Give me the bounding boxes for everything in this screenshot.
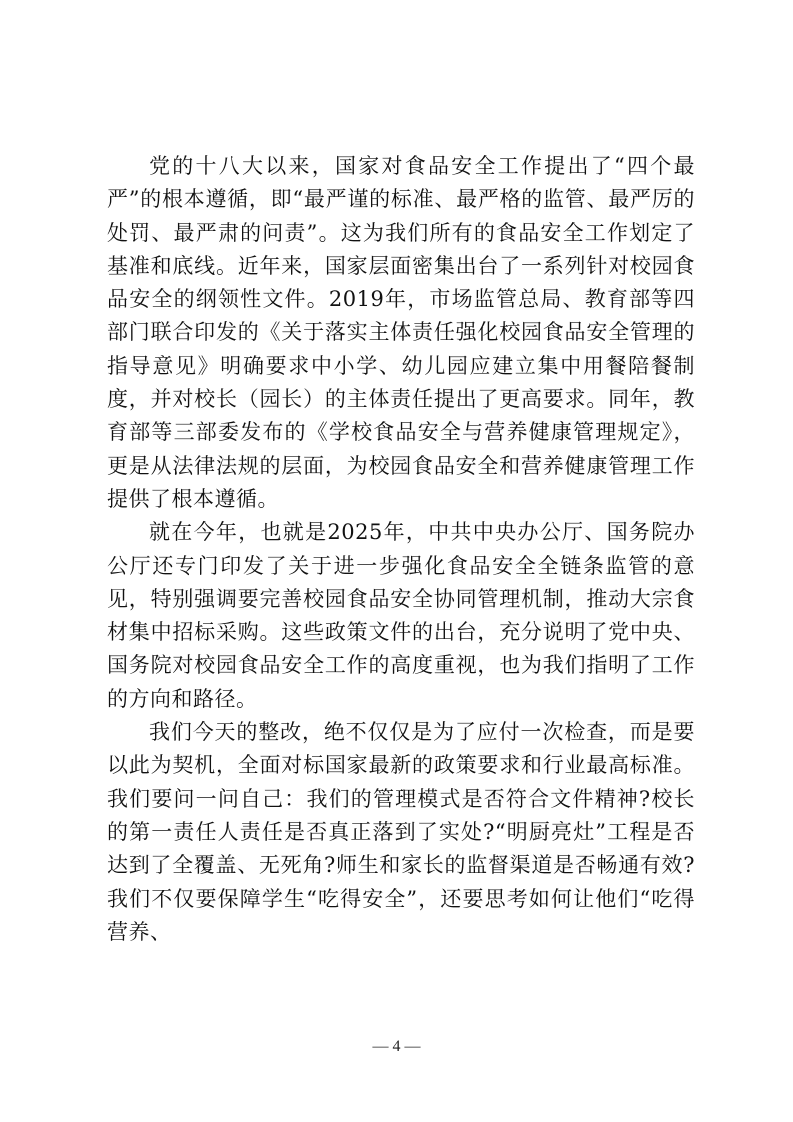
page-number: — 4 — [372,1038,421,1055]
paragraph: 就在今年，也就是2025年，中共中央办公厅、国务院办公厅还专门印发了关于进一步强化食品安全全链条监管的意见，特别强调要完善校园食品安全协同管理机制，推动大宗食材集中招标采购。这些政策文件的出台，充分说明了党中央、国务院对校园食品安全工作的高度重视，也为我们指明了工作的方向和路径。 [107,520,695,711]
paragraph: 党的十八大以来，国家对食品安全工作提出了“四个最严”的根本遵循，即“最严谨的标准、最严格的监管、最严厉的处罚、最严肃的问责”。这为我们所有的食品安全工作划定了基准和底线。近年来，国家层面密集出台了一系列针对校园食品安全的纲领性文件。2019年，市场监管总局、教育部等四部门联合印发的《关于落实主体责任强化校园食品安全管理的指导意见》明确要求中小学、幼儿园应建立集中用餐陪餐制度，并对校长（园长）的主体责任提出了更高要求。同年，教育部等三部委发布的《学校食品安全与营养健康管理规定》，更是从法律法规的层面，为校园食品安全和营养健康管理工作提供了根本遵循。 [107,154,695,511]
paragraph: 我们今天的整改，绝不仅仅是为了应付一次检查，而是要以此为契机，全面对标国家最新的政策要求和行业最高标准。我们要问一问自己：我们的管理模式是否符合文件精神?校长的第一责任人责任是否真正落到了实处?“明厨亮灶”工程是否达到了全覆盖、无死角?师生和家长的监督渠道是否畅通有效?我们不仅要保障学生“吃得安全”，还要思考如何让他们“吃得营养、 [107,720,695,944]
document-body [107,150,695,949]
